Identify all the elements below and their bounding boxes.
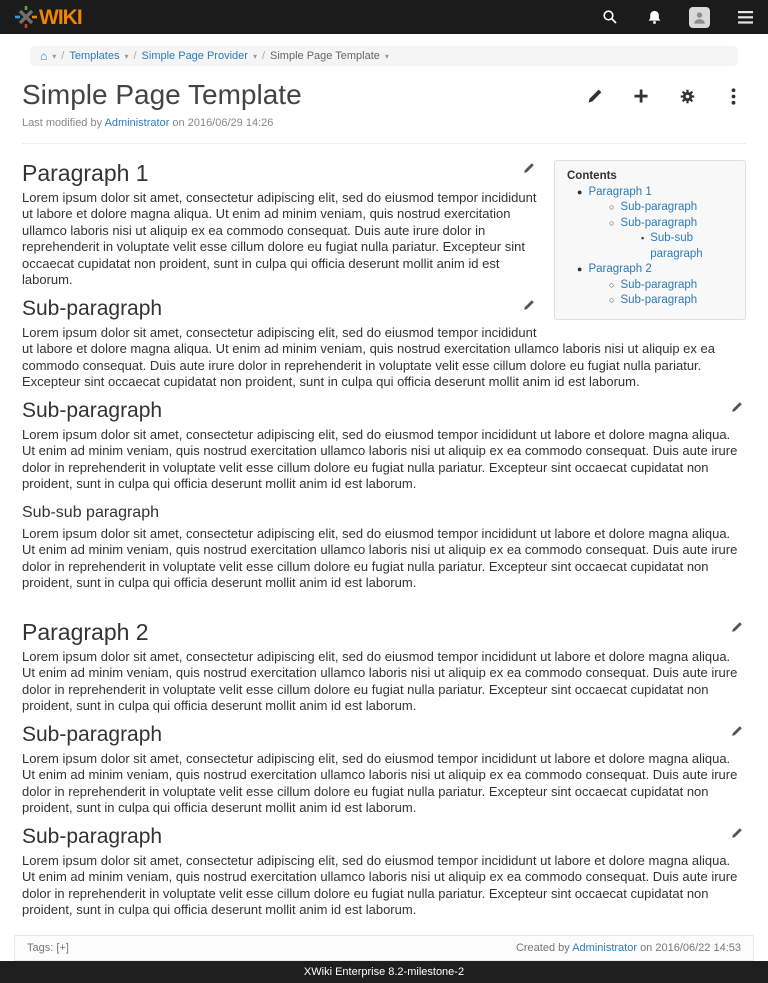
- search-icon[interactable]: [601, 8, 619, 26]
- drawer-menu-icon[interactable]: [736, 8, 754, 26]
- toc-item: [567, 185, 735, 201]
- edit-pencil-icon[interactable]: [582, 85, 608, 107]
- toc-item: [567, 200, 735, 216]
- content-section: [22, 723, 746, 817]
- document-content: [22, 160, 746, 919]
- version-text: XWiki Enterprise 8.2-milestone-2: [303, 965, 465, 978]
- modified-by-user-link[interactable]: Administrator: [104, 116, 170, 129]
- section-edit-pencil-icon[interactable]: [728, 723, 746, 739]
- toc-link[interactable]: Sub-paragraph: [620, 216, 698, 229]
- toc-link[interactable]: Sub-paragraph: [620, 294, 698, 307]
- version-bar: [0, 961, 768, 983]
- chevron-down-icon[interactable]: ▾: [252, 51, 257, 61]
- toc-bullet: ○: [609, 295, 615, 306]
- section-paragraph: Lorem ipsum dolor sit amet, consectetur adipiscing elit, sed do eiusmod tempor incididunt ut labore et dolore magna aliqua. Ut enim ad minim veniam, quis nostrud exercitation ullamco laboris nisi ut aliquip ex ea commodo consequat. Duis aute irure dolor in reprehenderit in voluptate velit esse cillum dolore eu fugiat nulla pariatur. Excepteur sint occaecat cupidatat non proident, sunt in culpa qui officia deserunt mollit anim id est laborum.: [22, 525, 738, 591]
- toc-item: [567, 231, 735, 262]
- toc-item: [567, 216, 735, 232]
- created-by-line: Created by Administrator on 2016/06/22 14:53: [515, 941, 741, 954]
- toc-bullet: ▪: [641, 233, 645, 244]
- content-section: [22, 619, 746, 715]
- tags-label: Tags:: [27, 941, 54, 954]
- section-paragraph: Lorem ipsum dolor sit amet, consectetur adipiscing elit, sed do eiusmod tempor incididunt ut labore et dolore magna aliqua. Ut enim ad minim veniam, quis nostrud exercitation ullamco laboris nisi ut aliquip ex ea commodo consequat. Duis aute irure dolor in reprehenderit in voluptate velit esse cillum dolore eu fugiat nulla pariatur. Excepteur sint occaecat cupidatat non proident, sunt in culpa qui officia deserunt mollit anim id est laborum.: [22, 189, 537, 288]
- section-heading: Sub-paragraph: [22, 824, 163, 848]
- add-plus-icon[interactable]: [628, 85, 654, 107]
- section-edit-pencil-icon[interactable]: [520, 160, 538, 176]
- breadcrumb-item-templates[interactable]: Templates: [69, 50, 120, 62]
- section-paragraph: Lorem ipsum dolor sit amet, consectetur adipiscing elit, sed do eiusmod tempor incididunt ut labore et dolore magna aliqua. Ut enim ad minim veniam, quis nostrud exercitation ullamco laboris nisi ut aliquip ex ea commodo consequat. Duis aute irure dolor in reprehenderit in voluptate velit esse cillum dolore eu fugiat nulla pariatur. Excepteur sint occaecat cupidatat non proident, sunt in culpa qui officia deserunt mollit anim id est laborum.: [22, 648, 738, 714]
- section-paragraph: Lorem ipsum dolor sit amet, consectetur adipiscing elit, sed do eiusmod tempor incididunt ut labore et dolore magna aliqua. Ut enim ad minim veniam, quis nostrud exercitation ullamco laboris nisi ut aliquip ex ea commodo consequat. Duis aute irure dolor in reprehenderit in voluptate velit esse cillum dolore eu fugiat nulla pariatur. Excepteur sint occaecat cupidatat non proident, sunt in culpa qui officia deserunt mollit anim id est laborum.: [22, 324, 715, 390]
- toc-item: [567, 293, 735, 309]
- user-avatar[interactable]: [689, 7, 710, 28]
- section-edit-pencil-icon[interactable]: [728, 399, 746, 415]
- toc-link[interactable]: Paragraph 2: [588, 263, 652, 276]
- created-by-user-link[interactable]: Administrator: [572, 941, 637, 954]
- content-section: [22, 503, 746, 592]
- settings-gear-icon[interactable]: [674, 85, 700, 107]
- notifications-bell-icon[interactable]: [645, 8, 663, 26]
- page-title: Simple Page Template: [22, 79, 302, 110]
- content-section: [22, 825, 746, 919]
- section-heading: Sub-paragraph: [22, 722, 163, 746]
- home-icon[interactable]: ⌂: [40, 49, 48, 63]
- toc-bullet: ○: [609, 217, 615, 228]
- section-paragraph: Lorem ipsum dolor sit amet, consectetur adipiscing elit, sed do eiusmod tempor incididunt ut labore et dolore magna aliqua. Ut enim ad minim veniam, quis nostrud exercitation ullamco laboris nisi ut aliquip ex ea commodo consequat. Duis aute irure dolor in reprehenderit in voluptate velit esse cillum dolore eu fugiat nulla pariatur. Excepteur sint occaecat cupidatat non proident, sunt in culpa qui officia deserunt mollit anim id est laborum.: [22, 750, 738, 816]
- section-edit-pencil-icon[interactable]: [520, 297, 538, 313]
- add-tag-button[interactable]: [+]: [56, 941, 69, 954]
- breadcrumb-item-current: Simple Page Template: [270, 50, 380, 62]
- section-paragraph: Lorem ipsum dolor sit amet, consectetur adipiscing elit, sed do eiusmod tempor incididunt ut labore et dolore magna aliqua. Ut enim ad minim veniam, quis nostrud exercitation ullamco laboris nisi ut aliquip ex ea commodo consequat. Duis aute irure dolor in reprehenderit in voluptate velit esse cillum dolore eu fugiat nulla pariatur. Excepteur sint occaecat cupidatat non proident, sunt in culpa qui officia deserunt mollit anim id est laborum.: [22, 426, 738, 492]
- table-of-contents-panel: [554, 160, 746, 320]
- toc-link[interactable]: Paragraph 1: [588, 185, 652, 198]
- toc-item: [567, 278, 735, 294]
- toc-link[interactable]: Sub-sub paragraph: [650, 232, 703, 260]
- breadcrumb-item-simple-page-provider[interactable]: Simple Page Provider: [141, 50, 248, 62]
- chevron-down-icon[interactable]: ▾: [52, 51, 57, 61]
- toc-bullet: ●: [577, 264, 583, 275]
- toc-bullet: ○: [609, 202, 615, 213]
- toc-title: Contents: [567, 169, 617, 182]
- section-heading: Paragraph 2: [22, 618, 149, 645]
- chevron-down-icon[interactable]: ▾: [384, 51, 389, 61]
- xwiki-x-mark-icon: [14, 5, 38, 29]
- section-edit-pencil-icon[interactable]: [728, 619, 746, 635]
- content-section: [22, 399, 746, 493]
- toc-link[interactable]: Sub-paragraph: [620, 201, 698, 214]
- page-actions: [582, 80, 746, 107]
- section-paragraph: Lorem ipsum dolor sit amet, consectetur adipiscing elit, sed do eiusmod tempor incididunt ut labore et dolore magna aliqua. Ut enim ad minim veniam, quis nostrud exercitation ullamco laboris nisi ut aliquip ex ea commodo consequat. Duis aute irure dolor in reprehenderit in voluptate velit esse cillum dolore eu fugiat nulla pariatur. Excepteur sint occaecat cupidatat non proident, sunt in culpa qui officia deserunt mollit anim id est laborum.: [22, 852, 738, 918]
- section-heading: Sub-sub paragraph: [22, 503, 159, 521]
- toc-item: [567, 262, 735, 278]
- toc-link[interactable]: Sub-paragraph: [620, 278, 698, 291]
- section-heading: Sub-paragraph: [22, 398, 163, 422]
- breadcrumb: ⌂ ▾ / Templates ▾ / Simple Page Provider ▾ / Simple Page Template ▾: [30, 46, 738, 66]
- chevron-down-icon[interactable]: ▾: [124, 51, 129, 61]
- section-edit-pencil-icon[interactable]: [728, 825, 746, 841]
- brand-text: WIKI: [39, 5, 82, 29]
- more-kebab-icon[interactable]: [720, 85, 746, 107]
- document-footer: [14, 935, 754, 961]
- section-heading: Sub-paragraph: [22, 296, 163, 320]
- xwiki-logo[interactable]: [14, 5, 82, 29]
- section-heading: Paragraph 1: [22, 159, 149, 186]
- toc-bullet: ○: [609, 279, 615, 290]
- toc-bullet: ●: [577, 186, 583, 197]
- title-divider: [22, 143, 746, 144]
- top-navigation-bar: [0, 0, 768, 34]
- last-modified-line: Last modified by Administrator on 2016/06/29 14:26: [22, 116, 274, 129]
